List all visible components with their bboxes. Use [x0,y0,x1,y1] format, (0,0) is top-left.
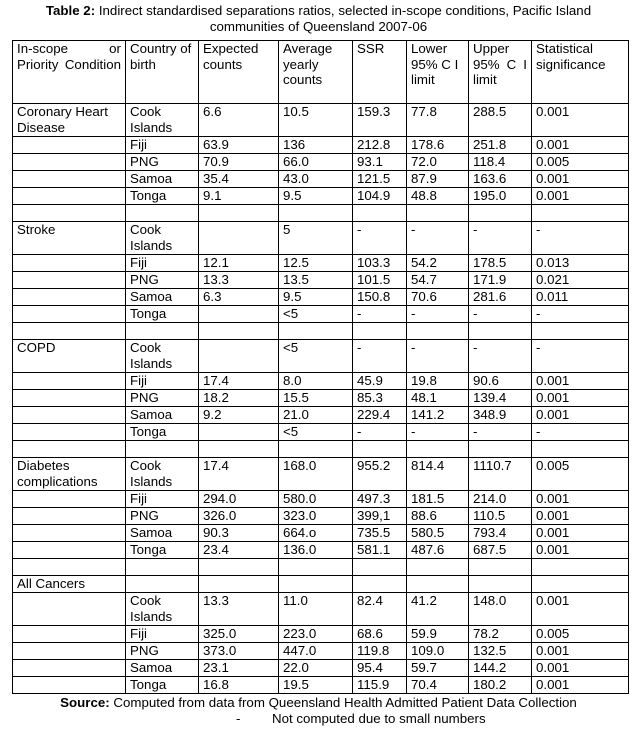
lower-ci-cell: 70.6 [407,289,469,306]
ssr-cell: 581.1 [353,542,407,559]
condition-cell [13,626,126,643]
ssr-cell: 68.6 [353,626,407,643]
average-cell: 9.5 [279,188,353,205]
lower-ci-cell: 178.6 [407,137,469,154]
empty-cell [13,323,126,340]
upper-ci-cell: 110.5 [469,508,532,525]
source-text: Computed from data from Queensland Health Admitted Patient Data Collection [113,695,577,710]
upper-ci-cell: 171.9 [469,272,532,289]
lower-ci-cell: 181.5 [407,491,469,508]
average-cell: 136 [279,137,353,154]
lower-ci-cell: 54.2 [407,255,469,272]
legend-note [0,711,637,727]
table-row [13,407,629,424]
expected-cell: 9.1 [199,188,279,205]
lower-ci-cell: 580.5 [407,525,469,542]
column-header: Lower 95% C I limit [407,41,469,104]
ssr-cell: 93.1 [353,154,407,171]
empty-cell [126,205,199,222]
lower-ci-cell: 54.7 [407,272,469,289]
average-cell: 580.0 [279,491,353,508]
spacer-row [13,323,629,340]
lower-ci-cell: 59.7 [407,660,469,677]
column-header: Expected counts [199,41,279,104]
condition-cell: All Cancers [13,576,126,593]
upper-ci-cell: - [469,222,532,255]
lower-ci-cell: - [407,424,469,441]
country-cell: Samoa [126,660,199,677]
table-caption: Indirect standardised separations ratios, selected in-scope conditions, Pacific Island communities of Queensland 2007-06 [98,3,592,34]
ssr-cell: 159.3 [353,104,407,137]
table-title [10,3,627,35]
table-row [13,660,629,677]
average-cell: 13.5 [279,272,353,289]
condition-cell: Stroke [13,222,126,255]
significance-cell: 0.001 [532,407,629,424]
country-cell: Fiji [126,626,199,643]
average-cell: 22.0 [279,660,353,677]
ssr-cell: 497.3 [353,491,407,508]
source-label: Source: [60,695,110,710]
significance-cell: 0.001 [532,660,629,677]
lower-ci-cell: 87.9 [407,171,469,188]
significance-cell: 0.001 [532,137,629,154]
average-cell: 43.0 [279,171,353,188]
lower-ci-cell: 59.9 [407,626,469,643]
condition-cell [13,424,126,441]
expected-cell [199,222,279,255]
spacer-row [13,205,629,222]
significance-cell: 0.001 [532,390,629,407]
condition-cell [13,154,126,171]
table-row [13,289,629,306]
table-row [13,542,629,559]
lower-ci-cell: 48.8 [407,188,469,205]
upper-ci-cell: 348.9 [469,407,532,424]
condition-label-row [13,576,629,593]
expected-cell: 13.3 [199,272,279,289]
average-cell: 66.0 [279,154,353,171]
country-cell: Fiji [126,373,199,390]
upper-ci-cell: - [469,306,532,323]
expected-cell: 13.3 [199,593,279,626]
condition-cell: COPD [13,340,126,373]
table-row [13,340,629,373]
ssr-cell: 85.3 [353,390,407,407]
country-cell: Cook Islands [126,104,199,137]
condition-cell [13,255,126,272]
lower-ci-cell: 77.8 [407,104,469,137]
upper-ci-cell: 793.4 [469,525,532,542]
ssr-cell: 735.5 [353,525,407,542]
empty-cell [279,205,353,222]
condition-cell [13,542,126,559]
empty-cell [199,205,279,222]
average-cell: 11.0 [279,593,353,626]
significance-cell: 0.001 [532,508,629,525]
empty-cell [199,323,279,340]
source-note [0,695,637,711]
empty-cell [407,323,469,340]
significance-cell: - [532,340,629,373]
significance-cell: 0.001 [532,677,629,694]
expected-cell: 23.4 [199,542,279,559]
expected-cell [199,306,279,323]
country-cell: Cook Islands [126,458,199,491]
upper-ci-cell: 214.0 [469,491,532,508]
ssr-cell: - [353,424,407,441]
upper-ci-cell: 1110.7 [469,458,532,491]
country-cell: Tonga [126,542,199,559]
significance-cell: 0.013 [532,255,629,272]
ssr-cell: 399,1 [353,508,407,525]
country-cell: Samoa [126,171,199,188]
table-row [13,390,629,407]
average-cell: 136.0 [279,542,353,559]
significance-cell: 0.011 [532,289,629,306]
table-row [13,255,629,272]
condition-cell [13,677,126,694]
empty-cell [469,441,532,458]
empty-cell [532,441,629,458]
empty-cell [407,576,469,593]
upper-ci-cell: 148.0 [469,593,532,626]
empty-cell [353,441,407,458]
empty-cell [279,576,353,593]
average-cell: 168.0 [279,458,353,491]
table-row [13,154,629,171]
table-row [13,222,629,255]
empty-cell [126,441,199,458]
expected-cell: 17.4 [199,373,279,390]
significance-cell: - [532,306,629,323]
average-cell: 12.5 [279,255,353,272]
country-cell: PNG [126,272,199,289]
table-row [13,593,629,626]
country-cell: Cook Islands [126,340,199,373]
upper-ci-cell: - [469,340,532,373]
empty-cell [532,559,629,576]
empty-cell [199,576,279,593]
ssr-cell: 115.9 [353,677,407,694]
expected-cell: 90.3 [199,525,279,542]
significance-cell: 0.005 [532,154,629,171]
empty-cell [13,559,126,576]
empty-cell [279,559,353,576]
table-row [13,424,629,441]
empty-cell [199,441,279,458]
column-header: SSR [353,41,407,104]
expected-cell: 6.6 [199,104,279,137]
lower-ci-cell: 70.4 [407,677,469,694]
note-text: Not computed due to small numbers [272,711,486,726]
ssr-cell: 103.3 [353,255,407,272]
significance-cell: 0.005 [532,458,629,491]
empty-cell [469,205,532,222]
ssr-cell: 95.4 [353,660,407,677]
empty-cell [199,559,279,576]
country-cell: PNG [126,508,199,525]
header-row [13,41,629,104]
upper-ci-cell: 178.5 [469,255,532,272]
significance-cell: 0.001 [532,643,629,660]
upper-ci-cell: 90.6 [469,373,532,390]
country-cell: PNG [126,390,199,407]
condition-cell [13,407,126,424]
expected-cell: 16.8 [199,677,279,694]
country-cell: Tonga [126,424,199,441]
upper-ci-cell: 118.4 [469,154,532,171]
condition-cell [13,137,126,154]
average-cell: 21.0 [279,407,353,424]
ssr-cell: 45.9 [353,373,407,390]
table-label: Table 2: [45,3,96,18]
expected-cell [199,424,279,441]
country-cell: Cook Islands [126,222,199,255]
country-cell: Cook Islands [126,593,199,626]
table-row [13,677,629,694]
table-row [13,491,629,508]
expected-cell [199,340,279,373]
condition-cell [13,289,126,306]
significance-cell: - [532,222,629,255]
table-row [13,643,629,660]
significance-cell: 0.001 [532,593,629,626]
average-cell: 19.5 [279,677,353,694]
significance-cell: 0.001 [532,171,629,188]
condition-cell: Diabetes complications [13,458,126,491]
upper-ci-cell: 132.5 [469,643,532,660]
expected-cell: 294.0 [199,491,279,508]
upper-ci-cell: - [469,424,532,441]
upper-ci-cell: 288.5 [469,104,532,137]
ssr-cell: 82.4 [353,593,407,626]
condition-cell [13,660,126,677]
empty-cell [469,559,532,576]
upper-ci-cell: 163.6 [469,171,532,188]
empty-cell [407,441,469,458]
empty-cell [469,576,532,593]
empty-cell [353,576,407,593]
table-row [13,137,629,154]
lower-ci-cell: 88.6 [407,508,469,525]
empty-cell [353,559,407,576]
ssr-cell: 121.5 [353,171,407,188]
country-cell: Samoa [126,407,199,424]
average-cell: 9.5 [279,289,353,306]
ssr-cell: - [353,340,407,373]
note-symbol: - [236,711,241,726]
condition-cell [13,508,126,525]
empty-cell [13,441,126,458]
lower-ci-cell: - [407,222,469,255]
average-cell: <5 [279,306,353,323]
country-cell: Tonga [126,677,199,694]
expected-cell: 326.0 [199,508,279,525]
significance-cell: 0.005 [532,626,629,643]
condition-cell [13,272,126,289]
table-row [13,188,629,205]
country-cell: PNG [126,154,199,171]
ssr-cell: 119.8 [353,643,407,660]
ssr-cell: 212.8 [353,137,407,154]
average-cell: 323.0 [279,508,353,525]
spacer-row [13,559,629,576]
condition-cell [13,593,126,626]
average-cell: 8.0 [279,373,353,390]
average-cell: 5 [279,222,353,255]
country-cell: Fiji [126,491,199,508]
expected-cell: 9.2 [199,407,279,424]
lower-ci-cell: - [407,306,469,323]
table-row [13,508,629,525]
empty-cell [13,205,126,222]
expected-cell: 6.3 [199,289,279,306]
upper-ci-cell: 78.2 [469,626,532,643]
expected-cell: 12.1 [199,255,279,272]
empty-cell [532,205,629,222]
average-cell: 447.0 [279,643,353,660]
empty-cell [126,323,199,340]
empty-cell [353,323,407,340]
country-cell: Tonga [126,306,199,323]
lower-ci-cell: 48.1 [407,390,469,407]
empty-cell [532,323,629,340]
condition-cell [13,390,126,407]
expected-cell: 23.1 [199,660,279,677]
empty-cell [279,441,353,458]
significance-cell: 0.001 [532,188,629,205]
condition-cell [13,188,126,205]
upper-ci-cell: 195.0 [469,188,532,205]
lower-ci-cell: 109.0 [407,643,469,660]
table-row [13,306,629,323]
table-row [13,272,629,289]
column-header: In-scope or Priority Condition [13,41,126,104]
lower-ci-cell: - [407,340,469,373]
condition-cell: Coronary Heart Disease [13,104,126,137]
empty-cell [126,559,199,576]
ssr-cell: 104.9 [353,188,407,205]
ssr-cell: 150.8 [353,289,407,306]
significance-cell: 0.001 [532,525,629,542]
condition-cell [13,643,126,660]
lower-ci-cell: 487.6 [407,542,469,559]
significance-cell: 0.001 [532,491,629,508]
empty-cell [407,559,469,576]
table-row [13,458,629,491]
average-cell: <5 [279,424,353,441]
upper-ci-cell: 139.4 [469,390,532,407]
ssr-cell: 955.2 [353,458,407,491]
condition-cell [13,373,126,390]
average-cell: 15.5 [279,390,353,407]
upper-ci-cell: 180.2 [469,677,532,694]
expected-cell: 325.0 [199,626,279,643]
average-cell: 664.o [279,525,353,542]
ssr-cell: - [353,306,407,323]
lower-ci-cell: 41.2 [407,593,469,626]
expected-cell: 35.4 [199,171,279,188]
country-cell: Fiji [126,137,199,154]
column-header: Average yearly counts [279,41,353,104]
upper-ci-cell: 144.2 [469,660,532,677]
condition-cell [13,525,126,542]
empty-cell [126,576,199,593]
condition-cell [13,491,126,508]
condition-cell [13,171,126,188]
condition-cell [13,306,126,323]
expected-cell: 63.9 [199,137,279,154]
country-cell: Tonga [126,188,199,205]
empty-cell [532,576,629,593]
expected-cell: 70.9 [199,154,279,171]
lower-ci-cell: 814.4 [407,458,469,491]
empty-cell [353,205,407,222]
upper-ci-cell: 281.6 [469,289,532,306]
ssr-cell: 101.5 [353,272,407,289]
significance-cell: 0.001 [532,104,629,137]
country-cell: Fiji [126,255,199,272]
table-row [13,171,629,188]
significance-cell: 0.001 [532,542,629,559]
country-cell: PNG [126,643,199,660]
spacer-row [13,441,629,458]
country-cell: Samoa [126,289,199,306]
average-cell: <5 [279,340,353,373]
average-cell: 223.0 [279,626,353,643]
upper-ci-cell: 251.8 [469,137,532,154]
expected-cell: 17.4 [199,458,279,491]
average-cell: 10.5 [279,104,353,137]
empty-cell [279,323,353,340]
significance-cell: 0.001 [532,373,629,390]
lower-ci-cell: 19.8 [407,373,469,390]
empty-cell [407,205,469,222]
column-header: Country of birth [126,41,199,104]
table-row [13,373,629,390]
empty-cell [469,323,532,340]
ssr-cell: - [353,222,407,255]
table-row [13,525,629,542]
upper-ci-cell: 687.5 [469,542,532,559]
expected-cell: 18.2 [199,390,279,407]
expected-cell: 373.0 [199,643,279,660]
table-row [13,104,629,137]
country-cell: Samoa [126,525,199,542]
ssr-cell: 229.4 [353,407,407,424]
table-row [13,626,629,643]
significance-cell: - [532,424,629,441]
ssr-table [12,40,629,694]
column-header: Upper 95% C I limit [469,41,532,104]
lower-ci-cell: 72.0 [407,154,469,171]
lower-ci-cell: 141.2 [407,407,469,424]
column-header: Statistical significance [532,41,629,104]
significance-cell: 0.021 [532,272,629,289]
